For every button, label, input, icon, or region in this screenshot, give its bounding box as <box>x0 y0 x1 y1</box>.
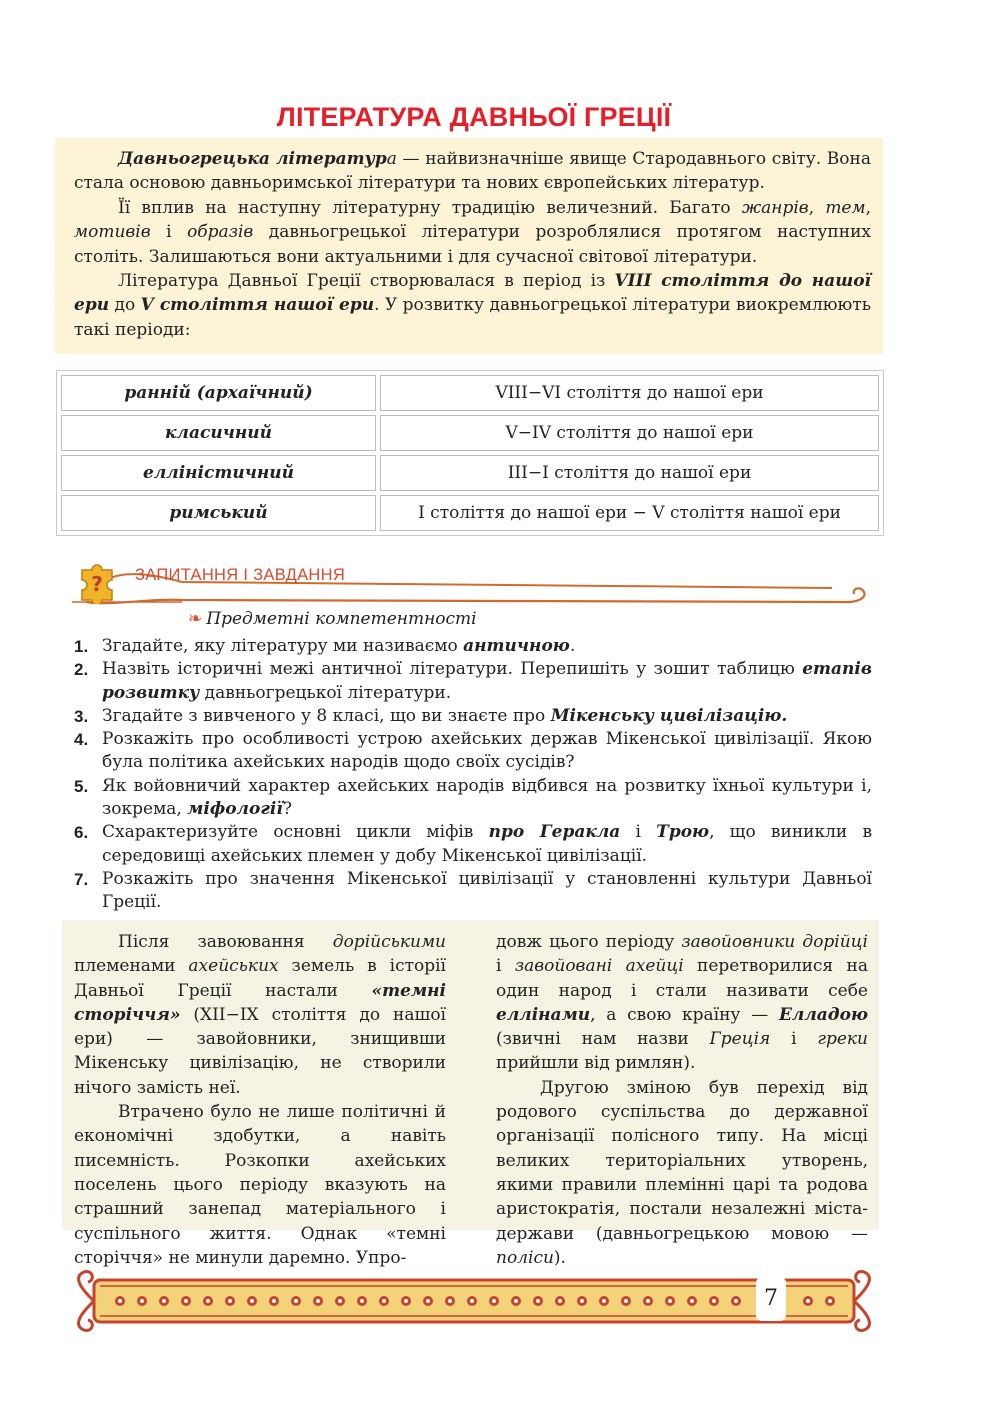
questions-list <box>74 635 872 915</box>
intro-paragraph-3: Література Давньої Греції створювалася в період із VIII століття до нашої ери до V століття нашої ери. У розвитку давньогрецької літератури виокремлюють такі періоди: <box>74 271 871 340</box>
right-column <box>496 930 868 1270</box>
table-row <box>61 455 879 491</box>
right-paragraph-2: Другою зміною був перехід від родового суспільства до державної організації полісного типу. На місці великих територіальних утворень, якими правили племінні царі та родова аристократія, постали незалежні міста-держави (давньогрецькою мовою — поліси). <box>496 1077 868 1268</box>
table-row <box>61 495 879 531</box>
page-title: ЛІТЕРАТУРА ДАВНЬОЇ ГРЕЦІЇ <box>276 102 672 132</box>
period-dates: III−I століття до нашої ери <box>380 455 879 491</box>
table-row <box>61 415 879 451</box>
intro-box <box>55 138 883 354</box>
list-item: 3. Згадайте з вивченого у 8 класі, що ви знаєте про Мікенську цивілізацію. <box>74 705 788 726</box>
periods-table <box>56 370 884 536</box>
right-paragraph-1: довж цього періоду завойовники дорійці і завойовані ахейці перетворилися на один народ і стали називати себе еллінами, а свою країну — Елладою (звичні нам назви Греція і греки прийшли від римлян). <box>496 932 869 1074</box>
list-item: 5. Як войовничий характер ахейських народів відбився на розвитку їхньої культури і, зокрема, міфології? <box>74 775 872 820</box>
puzzle-question-icon <box>76 560 120 604</box>
svg-text:?: ? <box>91 572 103 596</box>
leaf-bullet-icon: ❧ <box>188 609 203 629</box>
left-paragraph-2: Втрачено було не лише політичні й економічні здобутки, а навіть писемність. Розкопки ахейських поселень цього періоду вказують на страшний занепад матеріального і суспільного життя. Однак «темні сторіччя» не минули даремно. Упро- <box>74 1102 446 1268</box>
list-item: 6. Схарактеризуйте основні цикли міфів про Геракла і Трою, що виникли в середовищі ахейських племен у добу Мікенської цивілізації. <box>74 822 873 866</box>
questions-title: ЗАПИТАННЯ І ЗАВДАННЯ <box>135 566 346 584</box>
two-column-text <box>62 920 879 1268</box>
period-name: ранній (архаїчний) <box>61 375 376 411</box>
period-name: класичний <box>61 415 376 451</box>
period-dates: VIII−VI століття до нашої ери <box>380 375 879 411</box>
intro-paragraph-1: Давньогрецька література — найвизначніше явище Стародавнього світу. Вона стала основою давньоримської літератури та нових європейських літератур. <box>74 149 871 194</box>
list-item: 7. Розкажіть про значення Мікенської цивілізації у становленні культури Давньої Греції. <box>74 868 872 913</box>
list-item: 1. Згадайте, яку літературу ми називаємо античною. <box>74 636 576 656</box>
period-name: елліністичний <box>61 455 376 491</box>
subheader: ❧ Предметні компетентності <box>188 609 477 629</box>
left-paragraph-1: Після завоювання дорійськими племенами ахейських земель в історії Давньої Греції настали «темні сторіччя» (XII−IX століття до нашої ери) — завойовники, знищивши Мікенську цивілізацію, не створили нічого замість неї. <box>74 932 446 1098</box>
left-column <box>74 930 446 1270</box>
period-name: римський <box>61 495 376 531</box>
list-item: 4. Розкажіть про особливості устрою ахейських держав Мікенської цивілізації. Якою була політика ахейських народів щодо своїх сусідів? <box>74 729 872 773</box>
list-item: 2. Назвіть історичні межі античної літератури. Перепишіть у зошит таблицю етапів розвитку давньогрецької літератури. <box>74 659 872 703</box>
page-number: 7 <box>756 1277 786 1321</box>
period-dates: V−IV століття до нашої ери <box>380 415 879 451</box>
footer-ornament <box>74 1266 874 1336</box>
intro-paragraph-2: Її вплив на наступну літературну традицію величезний. Багато жанрів, тем, мотивів і образів давньогрецької літератури розроблялися протягом наступних століть. Залишаються вони актуальними і для сучасної світової літератури. <box>74 197 871 267</box>
questions-header <box>72 558 872 610</box>
period-dates: I століття до нашої ери − V століття нашої ери <box>380 495 879 531</box>
table-row <box>61 375 879 411</box>
